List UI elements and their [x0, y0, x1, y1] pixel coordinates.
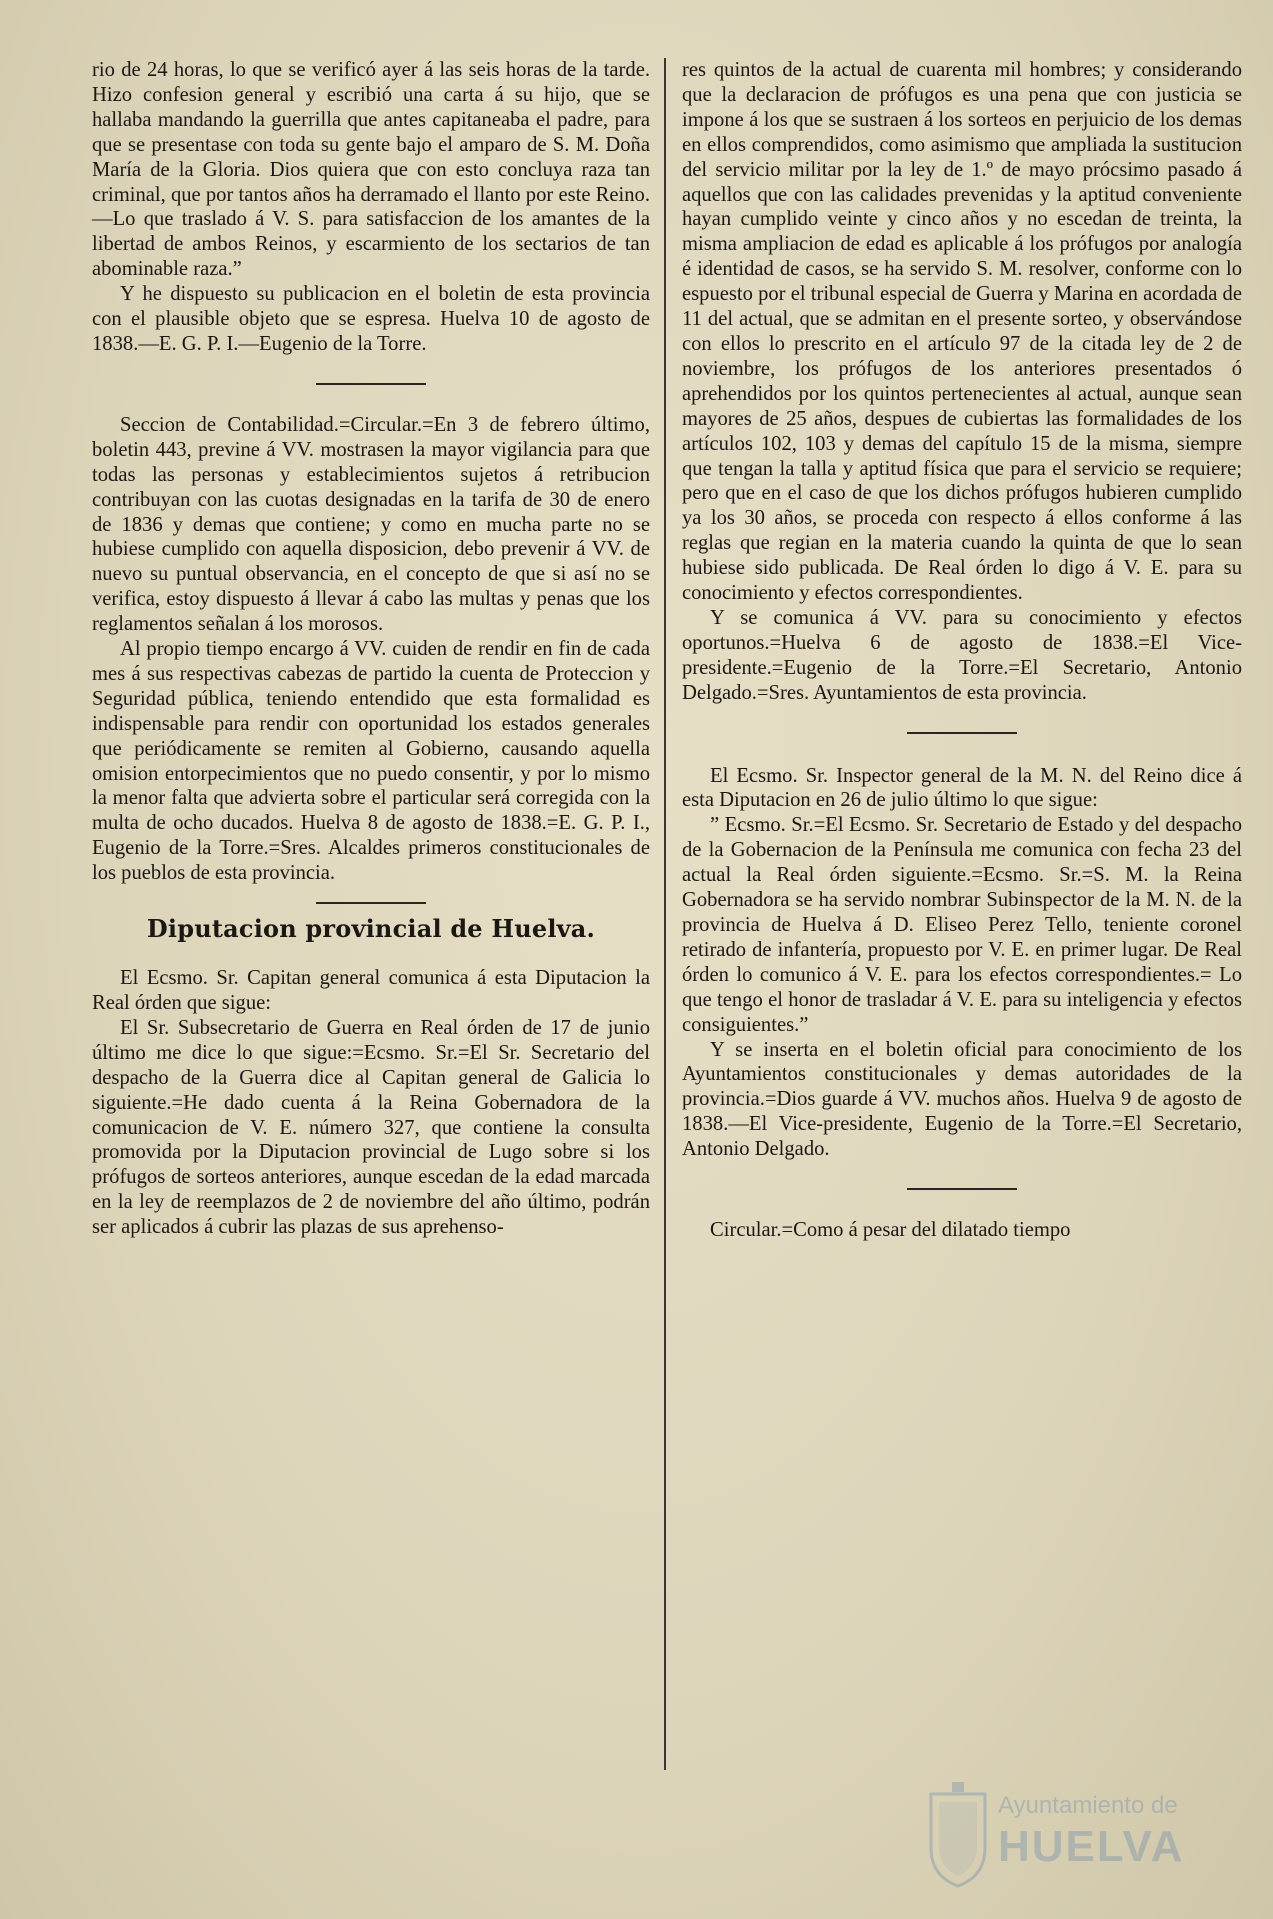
section-divider	[316, 383, 426, 385]
section-gap	[682, 1162, 1242, 1218]
section-gap	[92, 357, 650, 413]
paragraph-real-orden: ” Ecsmo. Sr.=El Ecsmo. Sr. Secretario de Estado y del despacho de la Gobernacion de la Península me comunica con fecha 23 del actual la Real órden siguiente.=Ecsmo. Sr.=S. M. la Reina Gobernadora se ha servido nombrar Subinspector de la M. N. de la provincia de Huelva á D. Eliseo Perez Tello, teniente coronel retirado de infantería, propuesto por V. E. en primer lugar. De Real órden lo comunico á V. E. para los efectos correspondientes.= Lo que tengo el honor de trasladar á V. E. para su inteligencia y efectos consiguientes.”	[682, 814, 1242, 1036]
watermark-text-line1: Ayuntamiento de	[998, 1792, 1178, 1819]
paragraph-inspector-general: El Ecsmo. Sr. Inspector general de la M. N. del Reino dice á esta Diputacion en 26 de julio último lo que sigue:	[682, 764, 1242, 812]
paragraph-capitan-general: El Ecsmo. Sr. Capitan general comunica á esta Diputacion la Real órden que sigue:	[92, 967, 650, 1014]
section-heading: Diputacion provincial de Huelva.	[146, 914, 596, 944]
paragraph-publication-note: Y he dispuesto su publicacion en el boletin de esta provincia con el plausible objeto que se espresa. Huelva 10 de agosto de 1838.—E. G. P. I.—Eugenio de la Torre.	[92, 283, 650, 355]
paragraph-boletin-oficial: Y se inserta en el boletin oficial para conocimiento de los Ayuntamientos constitucionales y demas autoridades de la provincia.=Dios guarde á VV. muchos años. Huelva 9 de agosto de 1838.—El Vice-presidente, Eugenio de la Torre.=El Secretario, Antonio Delgado.	[682, 1038, 1242, 1161]
paragraph-continuation: rio de 24 horas, lo que se verificó ayer á las seis horas de la tarde. Hizo confesion general y escribió una carta á su hijo, que se hallaba mandando la guerrilla que antes capitaneaba el padre, para que se presentase con toda su gente bajo el amparo de S. M. Doña María de la Gloria. Dios quiera que con esto concluya raza tan criminal, que por tantos años ha derramado el llanto por este Reino.—Lo que traslado á V. S. para satisfaccion de los amantes de la libertad de ambos Reinos, y escarmiento de los sectarios de tan abominable raza.”	[92, 59, 650, 281]
section-gap	[682, 706, 1242, 764]
paragraph-comunicacion: Y se comunica á VV. para su conocimiento y efectos oportunos.=Huelva 6 de agosto de 1838.=El Vice-presidente.=Eugenio de la Torre.=El Secretario, Antonio Delgado.=Sres. Ayuntamientos de esta provincia.	[682, 606, 1242, 704]
paragraph-contabilidad-circular: Seccion de Contabilidad.=Circular.=En 3 de febrero último, boletin 443, previne á VV. mostrasen la mayor vigilancia para que todas las personas y establecimientos sujetos á retribucion contribuyan con las cuotas designadas en la tarifa de 30 de enero de 1836 y demas que contiene; y como en mucha parte no se hubiese cumplido con aquella disposicion, debo prevenir á VV. de nuevo su puntual observancia, en el concepto de que si así no se verifica, estoy dispuesto á llevar á cabo las multas y penas que los reglamentos señalan á los morosos.	[92, 413, 650, 636]
paragraph-proteccion-seguridad: Al propio tiempo encargo á VV. cuiden de rendir en fin de cada mes á sus respectivas cabezas de partido la cuenta de Proteccion y Seguridad pública, teniendo entendido que esta formalidad es indispensable para rendir con oportunidad los estados generales que periódicamente se remiten al Gobierno, causando aquella omision entorpecimientos que no puedo consentir, y por lo mismo la menor falta que advierta sobre el particular será corregida con la multa de ocho ducados. Huelva 8 de agosto de 1838.=E. G. P. I., Eugenio de la Torre.=Sres. Alcaldes primeros constitucionales de los pueblos de esta provincia.	[92, 638, 650, 885]
paragraph-circular-start: Circular.=Como á pesar del dilatado tiempo	[710, 1219, 1071, 1242]
city-seal-icon	[925, 1780, 991, 1890]
heading-divider	[316, 902, 426, 904]
section-divider	[907, 732, 1017, 734]
watermark-text-line2: HUELVA	[998, 1822, 1185, 1871]
right-column	[682, 58, 1242, 1243]
column-divider	[664, 58, 666, 1770]
paragraph-subsecretario: El Sr. Subsecretario de Guerra en Real órden de 17 de junio último me dice lo que sigue:=Ecsmo. Sr.=El Sr. Secretario del despacho de la Guerra dice al Capitan general de Galicia lo siguiente.=He dado cuenta á la Reina Gobernadora de la comunicacion de V. E. número 327, que contiene la consulta promovida por la Diputacion provincial de Lugo sobre si los prófugos de sorteos anteriores, aunque escedan de la edad marcada en la ley de reemplazos de 2 de noviembre del año último, podrán ser aplicados á cubrir las plazas de sus aprehenso-	[92, 1016, 650, 1239]
left-column	[92, 58, 650, 1240]
paragraph-profugos: res quintos de la actual de cuarenta mil hombres; y considerando que la declaracion de prófugos es una pena que con justicia se impone á los que se sustraen á los sorteos en perjuicio de los demas en ellos comprendidos, como asimismo que ampliada la sustitucion del servicio militar por la ley de 1.º de mayo prócsimo pasado á aquellos que con las calidades prevenidas y la aptitud conveniente hayan cumplido veinte y cinco años y no escedan de treinta, la misma ampliacion de edad es aplicable á los prófugos por analogía é identidad de casos, se ha servido S. M. resolver, conforme con lo espuesto por el tribunal especial de Guerra y Marina en acordada de 11 del actual, que se admitan en el presente sorteo, y observándose con ellos lo prescrito en el artículo 97 de la citada ley de 2 de noviembre, los prófugos de los anteriores presentados ó aprehendidos por los quintos pertenecientes al actual, aunque sean mayores de 25 años, despues de cubiertas las formalidades de los artículos 102, 103 y demas del capítulo 15 de la misma, siempre que tengan la talla y aptitud física que para el servicio se requiere; pero que en el caso de que los dichos prófugos hubieren cumplido ya los 30 años, se proceda con respecto á ellos conforme á las reglas que regian en la materia cuando la quinta de que lo sean hubiese sido publicada. De Real órden lo digo á V. E. para su conocimiento y efectos correspondientes.	[682, 59, 1242, 605]
watermark-logo	[925, 1780, 1245, 1900]
section-divider	[907, 1188, 1017, 1190]
